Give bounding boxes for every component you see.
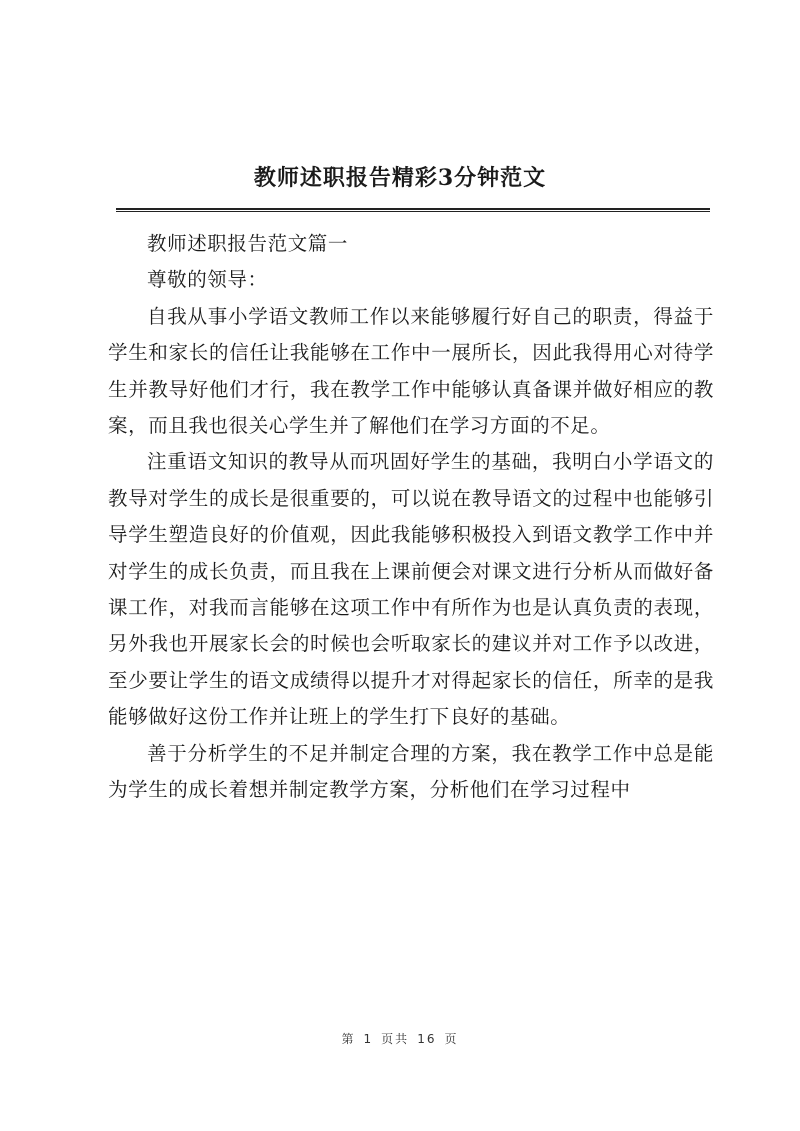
salutation: 尊敬的领导：: [147, 268, 268, 292]
footer-prefix: 第: [341, 1032, 356, 1046]
document-body: [108, 226, 714, 809]
body-paragraph: 注重语文知识的教导从而巩固好学生的基础，我明白小学语文的教导对学生的成长是很重要的，可以说在教导语文的过程中也能够引导学生塑造良好的价值观，因此我能够积极投入到语文教学工作中并对学生的成长负责，而且我在上课前便会对课文进行分析从而做好备课工作，对我而言能够在这项工作中有所作为也是认真负责的表现，另外我也开展家长会的时候也会听取家长的建议并对工作予以改进，至少要让学生的语文成绩得以提升才对得起家长的信任，所幸的是我能够做好这份工作并让班上的学生打下良好的基础。: [108, 450, 714, 729]
footer-page-number: 1: [363, 1032, 374, 1046]
document-title: 教师述职报告精彩3分钟范文: [253, 165, 547, 191]
section-heading: 教师述职报告范文篇一: [147, 232, 349, 255]
page-footer: [0, 1030, 800, 1047]
footer-suffix: 页: [444, 1032, 459, 1046]
body-paragraph: 善于分析学生的不足并制定合理的方案，我在教学工作中总是能为学生的成长着想并制定教学方案，分析他们在学习过程中: [108, 741, 714, 802]
footer-total-pages: 16: [417, 1032, 437, 1046]
footer-middle: 页共: [381, 1032, 410, 1046]
title-divider: [116, 208, 710, 212]
body-paragraph: 自我从事小学语文教师工作以来能够履行好自己的职责，得益于学生和家长的信任让我能够在工作中一展所长，因此我得用心对待学生并教导好他们才行，我在教学工作中能够认真备课并做好相应的教案，而且我也很关心学生并了解他们在学习方面的不足。: [108, 304, 714, 438]
